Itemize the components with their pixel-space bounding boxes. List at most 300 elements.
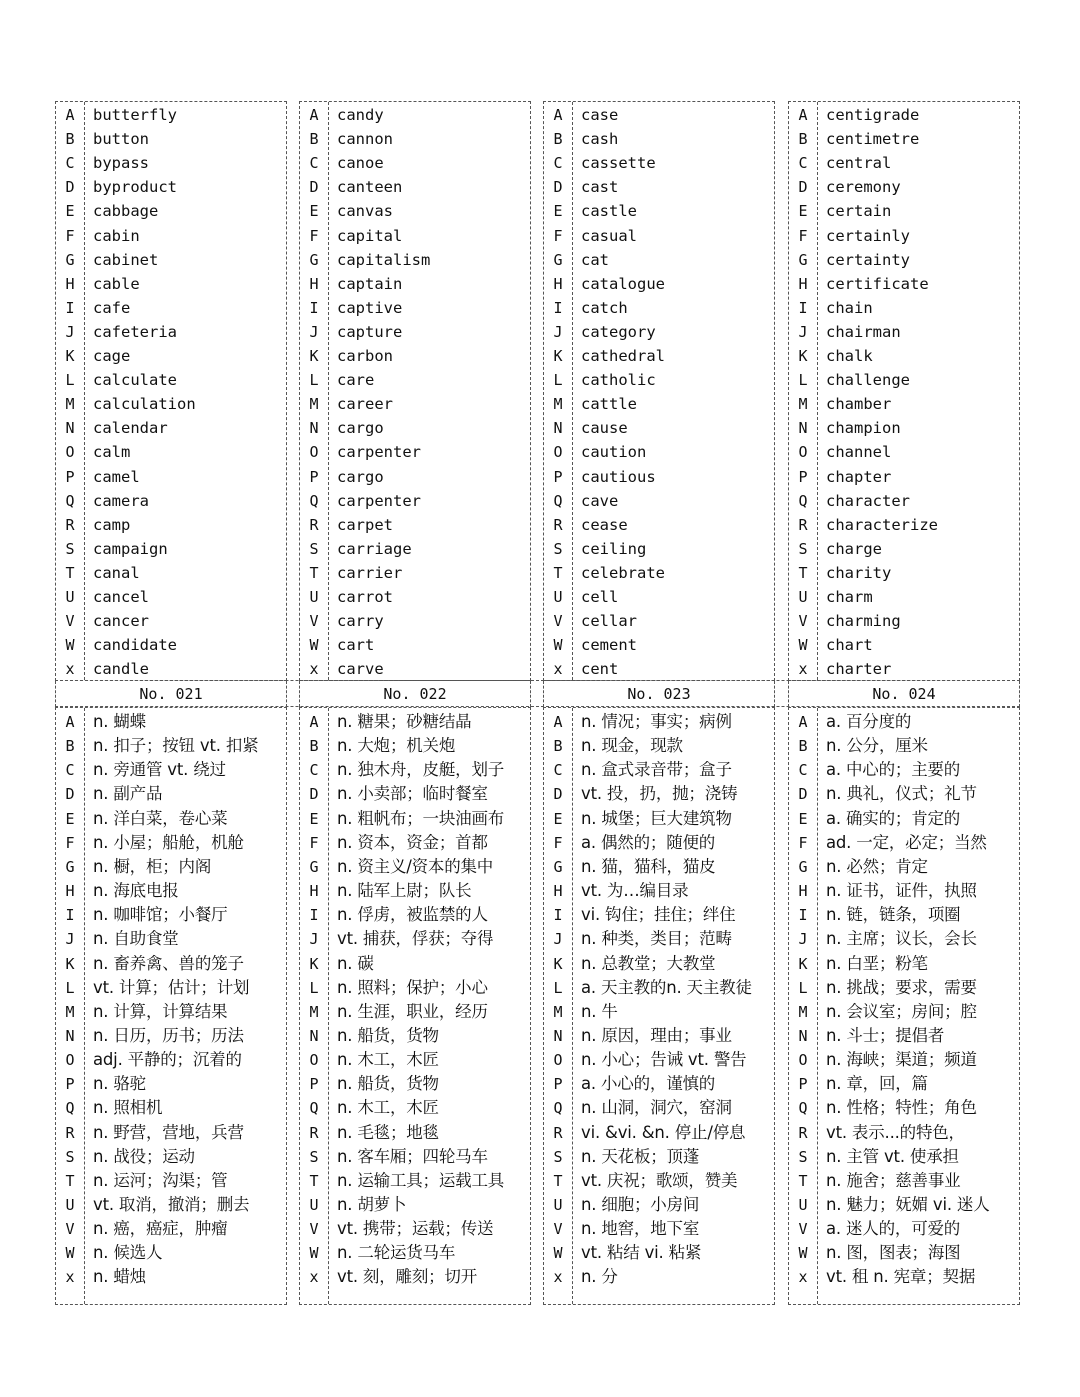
chinese-meaning: vt. 粘结 vi. 粘紧 xyxy=(581,1243,702,1263)
word-row xyxy=(789,175,1019,199)
row-letter: P xyxy=(309,1075,319,1094)
meaning-row xyxy=(789,807,1019,831)
row-letter: G xyxy=(309,250,319,269)
meaning-row xyxy=(56,734,286,758)
word-row xyxy=(789,103,1019,127)
english-word: casual xyxy=(581,226,637,245)
chinese-meaning: n. 章，回，篇 xyxy=(826,1074,928,1094)
meaning-row xyxy=(544,1169,774,1193)
word-row xyxy=(544,127,774,151)
row-letter: S xyxy=(798,539,808,558)
row-letter: D xyxy=(798,178,808,197)
meaning-row xyxy=(544,879,774,903)
english-word: cabbage xyxy=(93,202,159,221)
row-letter: B xyxy=(798,130,808,149)
chinese-meaning: vi. &vi. &n. 停止/停息 xyxy=(581,1122,746,1142)
chinese-meaning: n. 运河；沟渠；管 xyxy=(93,1170,228,1190)
english-word: character xyxy=(826,491,910,510)
meaning-row xyxy=(300,903,530,927)
row-letter: S xyxy=(309,539,319,558)
english-word: champion xyxy=(826,419,901,438)
english-word: bypass xyxy=(93,154,149,173)
row-letter: S xyxy=(65,1147,75,1166)
word-row xyxy=(789,320,1019,344)
chinese-meaning: n. 主管 vt. 使承担 xyxy=(826,1146,959,1166)
chinese-meaning: n. 粗帆布；一块油画布 xyxy=(337,808,505,828)
english-word: carrot xyxy=(337,588,393,606)
meaning-row xyxy=(300,855,530,879)
row-letter: R xyxy=(798,515,808,534)
chinese-meaning: vt. 取消，撤消；删去 xyxy=(93,1195,250,1214)
row-letter: B xyxy=(553,737,563,756)
english-word: certainty xyxy=(826,250,910,269)
row-letter: V xyxy=(553,612,563,631)
row-letter: I xyxy=(309,906,319,925)
row-letter: K xyxy=(309,347,319,365)
row-letter: A xyxy=(65,106,75,124)
chinese-meaning: a. 天主教的n. 天主教徒 xyxy=(581,977,752,997)
word-row xyxy=(300,127,530,151)
row-letter: M xyxy=(798,395,808,414)
row-letter: V xyxy=(309,1220,319,1239)
row-letter: L xyxy=(65,371,75,390)
row-letter: W xyxy=(65,636,75,655)
row-letter: G xyxy=(553,857,563,876)
word-row xyxy=(56,127,286,151)
chinese-meaning: n. 咖啡馆；小餐厅 xyxy=(93,905,228,925)
chinese-meaning: n. 独木舟，皮艇，划子 xyxy=(337,760,505,780)
chinese-meaning: n. 挑战；要求，需要 xyxy=(826,977,977,997)
row-letter: B xyxy=(309,737,319,756)
row-letter: P xyxy=(309,467,319,486)
meaning-row xyxy=(789,1217,1019,1241)
english-word: camel xyxy=(93,467,140,486)
row-letter: T xyxy=(553,1171,563,1190)
card-number-label: No. 024 xyxy=(788,681,1020,707)
row-letter: I xyxy=(65,298,75,317)
row-letter: J xyxy=(798,322,808,341)
row-letter: W xyxy=(553,1244,563,1263)
chinese-meaning: n. 自助食堂 xyxy=(93,929,179,949)
meaning-row xyxy=(544,903,774,927)
english-word: certain xyxy=(826,202,892,221)
row-letter: E xyxy=(65,202,75,221)
meaning-row xyxy=(300,782,530,806)
chinese-meaning: n. 牛 xyxy=(581,1001,618,1021)
label-row-separator xyxy=(55,706,1020,707)
row-letter: H xyxy=(65,274,75,293)
chinese-meaning: n. 客车厢；四轮马车 xyxy=(337,1146,488,1166)
chinese-meaning: n. 生涯，职业，经历 xyxy=(337,1001,488,1021)
meaning-row xyxy=(544,952,774,976)
english-word: canal xyxy=(93,563,140,582)
word-row xyxy=(544,609,774,633)
meaning-row xyxy=(56,952,286,976)
word-row xyxy=(56,513,286,537)
chinese-meaning: n. 照料；保护；小心 xyxy=(337,977,488,997)
word-row xyxy=(300,537,530,561)
word-row xyxy=(544,103,774,127)
meaning-row xyxy=(544,758,774,782)
row-letter: Q xyxy=(798,1099,808,1118)
chinese-meaning: n. 白垩；粉笔 xyxy=(826,953,928,973)
row-letter: x xyxy=(65,660,75,679)
chinese-meaning: n. 性格；特性；角色 xyxy=(826,1098,977,1118)
word-row xyxy=(300,320,530,344)
row-letter: S xyxy=(553,1147,563,1166)
row-letter: M xyxy=(309,1002,319,1021)
row-letter: C xyxy=(309,761,319,780)
chinese-meaning: n. 二轮运货马车 xyxy=(337,1243,456,1263)
english-word: chain xyxy=(826,298,873,317)
row-letter: J xyxy=(553,930,563,949)
chinese-meaning: n. 典礼，仪式；礼节 xyxy=(826,784,977,804)
word-row xyxy=(300,609,530,633)
row-letter: B xyxy=(309,130,319,149)
english-word: carpenter xyxy=(337,443,421,462)
chinese-meaning: n. 运输工具；运载工具 xyxy=(337,1170,505,1190)
chinese-meaning: a. 中心的；主要的 xyxy=(826,760,961,780)
row-letter: I xyxy=(309,298,319,317)
row-letter: I xyxy=(553,298,563,317)
word-row xyxy=(544,296,774,320)
english-word: calendar xyxy=(93,419,168,438)
english-word: ceiling xyxy=(581,539,647,558)
row-letter: D xyxy=(798,785,808,804)
meaning-row xyxy=(789,1193,1019,1217)
word-row xyxy=(544,368,774,392)
meaning-row xyxy=(56,1265,286,1289)
english-word: camp xyxy=(93,515,131,534)
word-row xyxy=(544,320,774,344)
chinese-meaning: n. 盒式录音带；盒子 xyxy=(581,760,732,780)
english-word: certificate xyxy=(826,274,929,293)
english-word: charm xyxy=(826,588,873,606)
row-letter: F xyxy=(309,833,319,852)
chinese-meaning: n. 细胞；小房间 xyxy=(581,1195,700,1214)
word-row xyxy=(56,440,286,464)
word-row xyxy=(789,489,1019,513)
word-row xyxy=(56,296,286,320)
word-row xyxy=(300,561,530,585)
word-row xyxy=(300,633,530,657)
chinese-meaning: vt. 表示...的特色， xyxy=(826,1122,965,1142)
meaning-row xyxy=(56,1169,286,1193)
meaning-row xyxy=(300,1193,530,1217)
row-letter: x xyxy=(553,660,563,679)
meaning-list-block xyxy=(299,707,531,1305)
chinese-meaning: a. 确实的；肯定的 xyxy=(826,808,961,828)
word-row xyxy=(789,344,1019,368)
row-letter: Q xyxy=(309,1099,319,1118)
meaning-row xyxy=(300,879,530,903)
row-letter: O xyxy=(553,443,563,462)
word-row xyxy=(789,585,1019,609)
english-word: cement xyxy=(581,636,637,655)
chinese-meaning: n. 小卖部；临时餐室 xyxy=(337,784,488,804)
english-word: carpet xyxy=(337,515,393,534)
word-row xyxy=(789,537,1019,561)
row-letter: N xyxy=(798,1026,808,1045)
english-word: calculation xyxy=(93,395,196,414)
row-letter: C xyxy=(65,761,75,780)
chinese-meaning: n. 海底电报 xyxy=(93,881,179,901)
english-word: cease xyxy=(581,515,628,534)
english-word: caution xyxy=(581,443,647,462)
row-letter: O xyxy=(309,443,319,462)
row-letter: S xyxy=(553,539,563,558)
chinese-meaning: n. 猫，猫科，猫皮 xyxy=(581,856,716,876)
english-word: carriage xyxy=(337,539,412,558)
row-letter: F xyxy=(65,226,75,245)
row-letter: W xyxy=(798,636,808,655)
english-word: celebrate xyxy=(581,563,665,582)
chinese-meaning: vt. 携带；运载；传送 xyxy=(337,1219,494,1239)
chinese-meaning: n. 旁通管 vt. 绕过 xyxy=(93,760,226,780)
word-row xyxy=(56,320,286,344)
row-letter: J xyxy=(309,930,319,949)
row-letter: J xyxy=(553,322,563,341)
row-letter: G xyxy=(553,250,563,269)
row-letter: O xyxy=(65,443,75,462)
chinese-meaning: vi. 钩住；挂住；绊住 xyxy=(581,905,736,925)
english-word: cannon xyxy=(337,130,393,149)
row-letter: O xyxy=(553,1051,563,1070)
meaning-row xyxy=(300,1096,530,1120)
word-row xyxy=(56,633,286,657)
word-row xyxy=(300,199,530,223)
english-word: catholic xyxy=(581,371,656,390)
row-letter: V xyxy=(553,1220,563,1239)
chinese-meaning: n. 分 xyxy=(581,1267,618,1287)
chinese-meaning: n. 橱，柜；内阁 xyxy=(93,856,212,876)
row-letter: Q xyxy=(65,1099,75,1118)
meaning-row xyxy=(789,734,1019,758)
word-row xyxy=(56,585,286,609)
chinese-meaning: n. 小心；告诫 vt. 警告 xyxy=(581,1050,747,1070)
meaning-row xyxy=(56,1048,286,1072)
chinese-meaning: vt. 捕获，俘获；夺得 xyxy=(337,929,494,949)
chinese-meaning: n. 海峡；渠道；频道 xyxy=(826,1050,977,1070)
word-row xyxy=(789,657,1019,681)
row-letter: C xyxy=(553,761,563,780)
row-letter: E xyxy=(553,202,563,221)
english-word: byproduct xyxy=(93,178,177,197)
row-letter: U xyxy=(309,1196,319,1214)
meaning-row xyxy=(544,1193,774,1217)
row-letter: E xyxy=(798,202,808,221)
meaning-row xyxy=(300,1000,530,1024)
card-number-label: No. 021 xyxy=(55,681,287,707)
meaning-row xyxy=(544,1121,774,1145)
row-letter: B xyxy=(65,737,75,756)
english-word: charge xyxy=(826,539,882,558)
chinese-meaning: n. 糖果；砂糖结晶 xyxy=(337,712,472,731)
row-letter: P xyxy=(65,467,75,486)
meaning-row xyxy=(300,952,530,976)
row-letter: D xyxy=(553,785,563,804)
row-letter: x xyxy=(309,660,319,679)
english-word: cat xyxy=(581,250,609,269)
word-row xyxy=(56,199,286,223)
meaning-row xyxy=(544,1048,774,1072)
meaning-row xyxy=(544,710,774,734)
word-row xyxy=(789,127,1019,151)
row-letter: M xyxy=(553,395,563,414)
word-row xyxy=(56,272,286,296)
row-letter: R xyxy=(65,515,75,534)
word-row xyxy=(300,296,530,320)
english-word: cause xyxy=(581,419,628,438)
word-row xyxy=(789,272,1019,296)
word-row xyxy=(56,465,286,489)
english-word: cabin xyxy=(93,226,140,245)
chinese-meaning: n. 日历，历书；历法 xyxy=(93,1025,244,1045)
word-row xyxy=(56,489,286,513)
meaning-row xyxy=(56,1217,286,1241)
meaning-row xyxy=(300,1048,530,1072)
row-letter: P xyxy=(798,1075,808,1094)
english-word: centigrade xyxy=(826,106,920,124)
meaning-row xyxy=(56,758,286,782)
english-word: chamber xyxy=(826,395,892,414)
chinese-meaning: n. 木工，木匠 xyxy=(337,1050,439,1070)
row-letter: L xyxy=(553,371,563,390)
english-word: central xyxy=(826,154,892,173)
meaning-row xyxy=(300,710,530,734)
meaning-row xyxy=(789,952,1019,976)
row-letter: C xyxy=(309,154,319,173)
row-letter: E xyxy=(309,809,319,828)
row-letter: T xyxy=(65,563,75,582)
row-letter: S xyxy=(798,1147,808,1166)
chinese-meaning: n. 情况；事实；病例 xyxy=(581,712,732,731)
row-letter: C xyxy=(798,761,808,780)
row-letter: F xyxy=(65,833,75,852)
row-letter: L xyxy=(65,978,75,997)
row-letter: A xyxy=(798,106,808,124)
english-word: cattle xyxy=(581,395,637,414)
row-letter: H xyxy=(309,274,319,293)
english-word: capture xyxy=(337,322,403,341)
word-row xyxy=(544,657,774,681)
chinese-meaning: n. 原因，理由；事业 xyxy=(581,1025,732,1045)
meaning-row xyxy=(544,831,774,855)
meaning-row xyxy=(300,807,530,831)
chinese-meaning: n. 必然；肯定 xyxy=(826,856,928,876)
row-letter: D xyxy=(309,785,319,804)
word-row xyxy=(56,248,286,272)
meaning-row xyxy=(56,976,286,1000)
row-letter: x xyxy=(798,660,808,679)
meaning-row xyxy=(544,1265,774,1289)
meaning-row xyxy=(789,1096,1019,1120)
meaning-row xyxy=(56,879,286,903)
english-word: cave xyxy=(581,491,619,510)
word-row xyxy=(300,103,530,127)
row-letter: B xyxy=(65,130,75,149)
chinese-meaning: n. 公分，厘米 xyxy=(826,736,928,756)
meaning-row xyxy=(789,782,1019,806)
row-letter: K xyxy=(65,347,75,365)
chinese-meaning: n. 毛毯；地毯 xyxy=(337,1122,439,1142)
english-word: campaign xyxy=(93,539,168,558)
word-row xyxy=(544,392,774,416)
row-letter: T xyxy=(798,563,808,582)
row-letter: N xyxy=(65,419,75,438)
word-row xyxy=(544,440,774,464)
row-letter: K xyxy=(798,347,808,365)
word-row xyxy=(56,537,286,561)
meaning-row xyxy=(789,1024,1019,1048)
word-list-block xyxy=(543,101,775,681)
row-letter: M xyxy=(309,395,319,414)
meaning-row xyxy=(544,927,774,951)
english-word: carry xyxy=(337,612,384,631)
word-row xyxy=(300,465,530,489)
meaning-row xyxy=(789,1048,1019,1072)
english-word: catch xyxy=(581,298,628,317)
word-row xyxy=(544,151,774,175)
row-letter: K xyxy=(553,954,563,973)
chinese-meaning: vt. 为…编目录 xyxy=(581,881,689,901)
chinese-meaning: a. 偶然的；随便的 xyxy=(581,832,716,852)
meaning-row xyxy=(56,710,286,734)
english-word: calm xyxy=(93,443,131,462)
chinese-meaning: n. 施舍；慈善事业 xyxy=(826,1170,961,1190)
row-letter: M xyxy=(65,1002,75,1021)
word-row xyxy=(544,465,774,489)
row-letter: H xyxy=(798,274,808,293)
row-letter: I xyxy=(553,906,563,925)
english-word: centimetre xyxy=(826,130,920,149)
english-word: candidate xyxy=(93,636,177,655)
word-row xyxy=(789,513,1019,537)
english-word: cancel xyxy=(93,588,149,606)
chinese-meaning: n. 资主义/资本的集中 xyxy=(337,856,494,876)
meaning-row xyxy=(544,1024,774,1048)
meaning-row xyxy=(544,1000,774,1024)
row-letter: R xyxy=(798,1123,808,1142)
row-letter: S xyxy=(65,539,75,558)
word-row xyxy=(56,151,286,175)
row-letter: L xyxy=(309,978,319,997)
word-row xyxy=(544,537,774,561)
word-list-block xyxy=(55,101,287,681)
word-row xyxy=(544,175,774,199)
word-row xyxy=(789,248,1019,272)
english-word: cent xyxy=(581,660,619,679)
word-row xyxy=(544,224,774,248)
meaning-row xyxy=(544,1145,774,1169)
meaning-row xyxy=(300,831,530,855)
row-letter: L xyxy=(553,978,563,997)
meaning-row xyxy=(789,1169,1019,1193)
chinese-meaning: n. 主席；议长，会长 xyxy=(826,929,977,949)
row-letter: Q xyxy=(553,491,563,510)
english-word: cargo xyxy=(337,467,384,486)
word-row xyxy=(789,224,1019,248)
row-letter: O xyxy=(65,1051,75,1070)
english-word: certainly xyxy=(826,226,910,245)
row-letter: x xyxy=(65,1268,75,1287)
english-word: cafeteria xyxy=(93,322,177,341)
word-row xyxy=(789,416,1019,440)
row-letter: L xyxy=(798,978,808,997)
chinese-meaning: n. 陆军上尉；队长 xyxy=(337,881,472,901)
meaning-row xyxy=(789,879,1019,903)
row-letter: G xyxy=(65,857,75,876)
